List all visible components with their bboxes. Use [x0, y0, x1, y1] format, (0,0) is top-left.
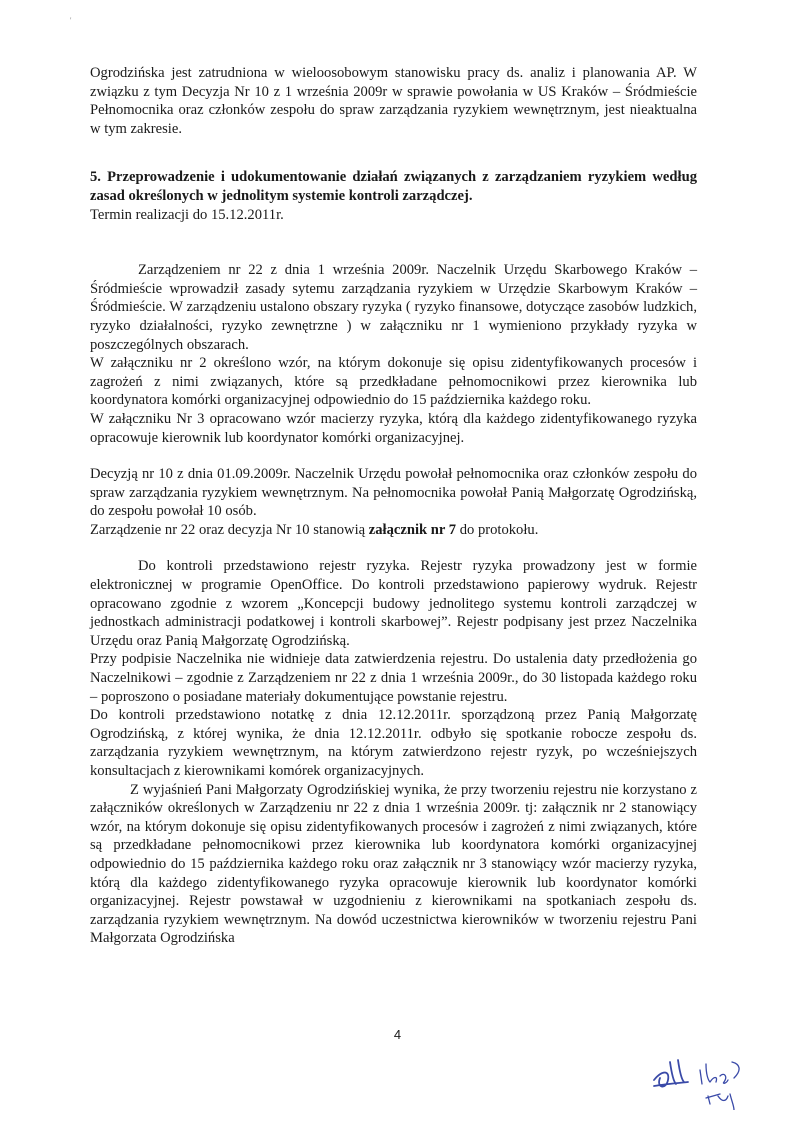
- signature-stroke: [654, 1060, 688, 1087]
- page-number: 4: [393, 1027, 402, 1042]
- section-heading: 5. Przeprowadzenie i udokumentowanie działań związanych z zarządzaniem ryzykiem według zasad określonych w jednolitym systemie kontroli zarządczej.: [90, 169, 697, 204]
- paragraph-decision: Decyzją nr 10 z dnia 01.09.2009r. Naczelnik Urzędu powołał pełnomocnika oraz członków zespołu do spraw zarządzania ryzykiem wewnętrznym. Na pełnomocnika powołał Panią Małgorzatę Ogrodzińską, do zespołu powołał 10 osób.: [90, 466, 697, 520]
- paragraph-annex-3: W załączniku Nr 3 opracowano wzór macierzy ryzyka, którą dla każdego zidentyfikowanego ryzyka opracowuje kierownik lub koordynator komórki organizacyjnej.: [90, 410, 697, 446]
- paragraph-regulation: Zarządzeniem nr 22 z dnia 1 września 2009r. Naczelnik Urzędu Skarbowego Kraków – Śródmieście wprowadził zasady sytemu zarządzania ryzykiem w Urzędzie Skarbowym Kraków – Śródmieście. W zarządzeniu ustalono obszary ryzyka ( ryzyko finansowe, dotyczące zasobów ludzkich, ryzyko działalności, ryzyko zewnętrzne ) w załączniku nr 1 wymieniono przykłady ryzyka w poszczególnych obszarach.: [90, 262, 697, 353]
- paragraph-continuation: Ogrodzińska jest zatrudniona w wieloosobowym stanowisku pracy ds. analiz i planowania AP. W związku z tym Decyzja Nr 10 z 1 września 2009r w sprawie powołania w US Kraków – Śródmieście Pełnomocnika oraz członków zespołu do spraw zarządzania ryzykiem wewnętrznym, jest nieaktualna w tym zakresie.: [90, 65, 697, 137]
- paragraph-risk-register: Do kontroli przedstawiono rejestr ryzyka. Rejestr ryzyka prowadzony jest w formie elektronicznej w programie OpenOffice. Do kontroli przedstawiono papierowy wydruk. Rejestr opracowano zgodnie z wzorem „Koncepcji budowy jednolitego systemu kontroli zarządczej w jednostkach administracji podatkowej i kontroli skarbowej”. Rejestr podpisany jest przez Naczelnika Urzędu oraz Panią Małgorzatę Ogrodzińską.: [90, 558, 697, 649]
- paragraph-explanations: Z wyjaśnień Pani Małgorzaty Ogrodzińskiej wynika, że przy tworzeniu rejestru nie korzystano z załączników określonych w Zarządzeniu nr 22 z dnia 1 września 2009r. tj: załącznik nr 2 stanowiący wzór, na którym dokonuje się opisu zidentyfikowanych procesów i zagrożeń z nimi związanych, które są przedkładane pełnomocnikowi przez kierownika lub koordynatora komórki organizacyjnej odpowiednio do 15 października każdego roku oraz załącznik nr 3 stanowiący wzór macierzy ryzyka, którą dla każdego zidentyfikowanego ryzyka opracowuje kierownik lub koordynator komórki organizacyjnej. Rejestr powstawał w uzgodnieniu z kierownikami na spotkaniach zespołu ds. zarządzania ryzykiem wewnętrznym. Na dowód uczestnictwa kierowników w tworzeniu rejestru Pani Małgorzata Ogrodzińska: [90, 781, 697, 947]
- paragraph-annex-2: W załączniku nr 2 określono wzór, na którym dokonuje się opisu zidentyfikowanych procesów i zagrożeń z nimi związanych, które są przedkładane pełnomocnikowi przez kierownika lub koordynatora komórki organizacyjnej odpowiednio do 15 października każdego roku.: [90, 355, 697, 409]
- paragraph-attachment: Zarządzenie nr 22 oraz decyzja Nr 10 stanowią załącznik nr 7 do protokołu.: [90, 521, 539, 538]
- scan-mark: ': [70, 16, 72, 25]
- handwritten-signature: [648, 1040, 768, 1110]
- initials-stroke: [700, 1062, 739, 1110]
- deadline-line: Termin realizacji do 15.12.2011r.: [90, 206, 284, 223]
- paragraph-note: Do kontroli przedstawiono notatkę z dnia 12.12.2011r. sporządzoną przez Panią Małgorzatę Ogrodzińską, z której wynika, że dnia 12.12.2011r. odbyło się spotkanie robocze zespołu ds. zarządzania ryzykiem wewnętrznym, na którym zatwierdzono rejestr ryzyk, po wcześniejszych konsultacjach z kierownikami komórek organizacyjnych.: [90, 707, 697, 779]
- attachment-reference: załącznik nr 7: [368, 521, 457, 538]
- document-body: [90, 64, 697, 948]
- paragraph-signature-date: Przy podpisie Naczelnika nie widnieje data zatwierdzenia rejestru. Do ustalenia daty przedłożenia go Naczelnikowi – zgodnie z Zarządzeniem nr 22 z dnia 1 września 2009r., do 30 listopada każdego roku – poproszono o posiadane materiały dokumentujące powstanie rejestru.: [90, 651, 697, 705]
